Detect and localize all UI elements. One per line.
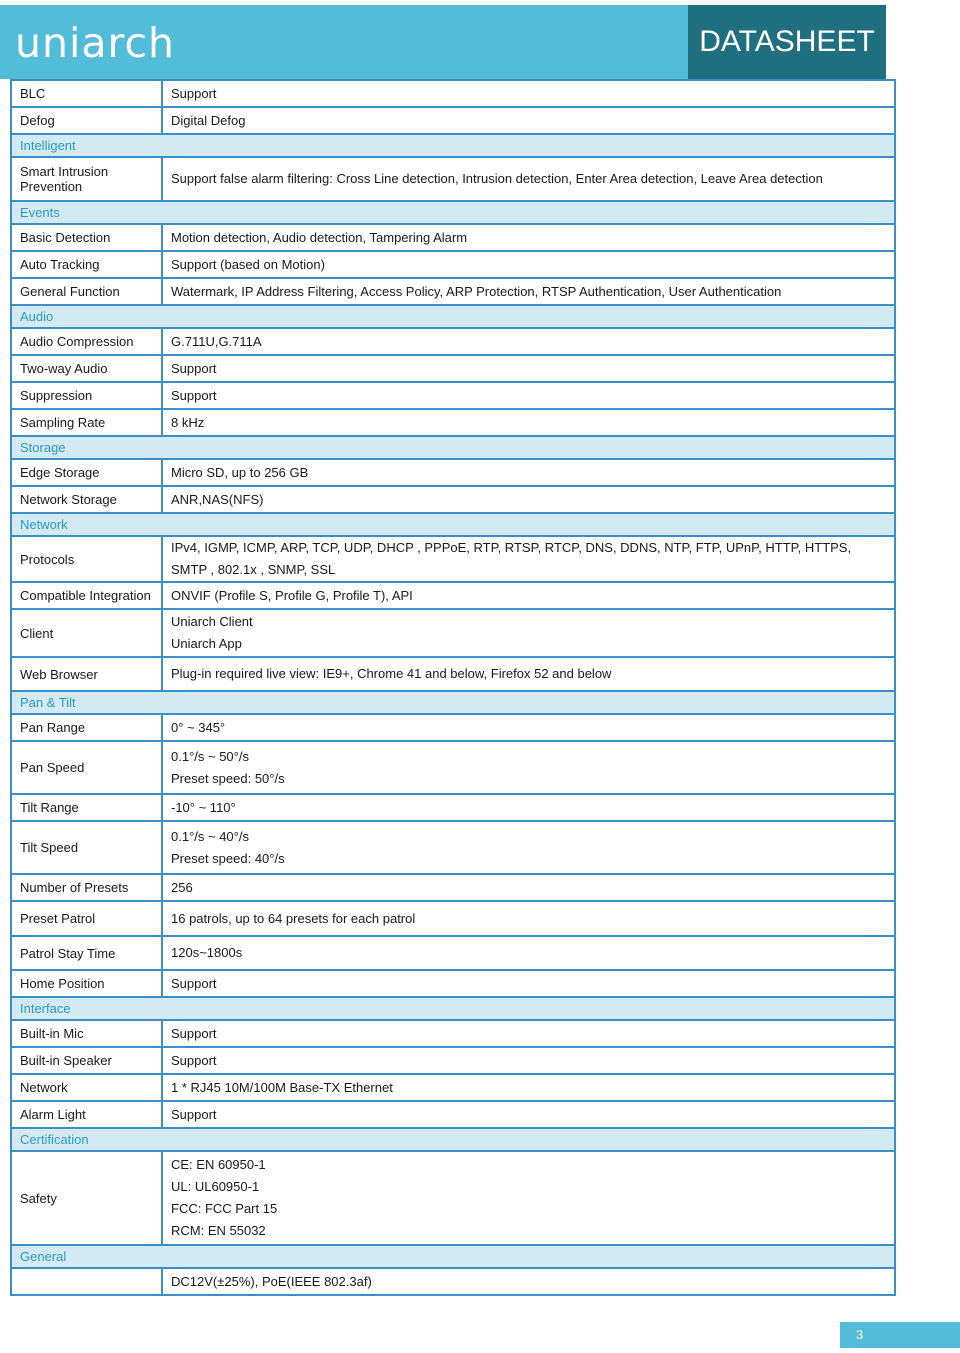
spec-value-line: CE: EN 60950-1 (171, 1157, 266, 1172)
spec-row (11, 355, 895, 382)
spec-value (162, 107, 895, 134)
spec-label: Audio Compression (11, 328, 162, 355)
spec-row (11, 328, 895, 355)
spec-row (11, 936, 895, 970)
spec-value (162, 609, 895, 657)
spec-row (11, 80, 895, 107)
spec-label: Tilt Speed (11, 821, 162, 874)
spec-value (162, 1047, 895, 1074)
spec-value-line: Preset speed: 40°/s (171, 850, 285, 866)
spec-value (162, 1151, 895, 1245)
spec-label: Client (11, 609, 162, 657)
uniarch-logo: uniarch (15, 19, 175, 67)
spec-value-line: RCM: EN 55032 (171, 1223, 266, 1238)
spec-label: Suppression (11, 382, 162, 409)
spec-label: Patrol Stay Time (11, 936, 162, 970)
section-header (11, 436, 895, 459)
section-title: Storage (11, 436, 162, 459)
spec-row (11, 970, 895, 997)
section-title: Intelligent (11, 134, 162, 157)
spec-value (162, 157, 895, 201)
spec-value (162, 459, 895, 486)
spec-value (162, 486, 895, 513)
spec-label: Web Browser (11, 657, 162, 691)
section-filler (162, 134, 895, 157)
spec-value-line: Preset speed: 50°/s (171, 770, 285, 786)
spec-row (11, 1020, 895, 1047)
spec-value (162, 657, 895, 691)
spec-value-line: Support (171, 85, 217, 101)
spec-row (11, 741, 895, 794)
spec-value (162, 355, 895, 382)
spec-value (162, 1101, 895, 1128)
section-title: Certification (11, 1128, 162, 1151)
spec-label (11, 1268, 162, 1295)
spec-value-line: 120s~1800s (171, 945, 243, 960)
spec-row (11, 901, 895, 936)
spec-value (162, 970, 895, 997)
section-filler (162, 691, 895, 714)
spec-value (162, 741, 895, 794)
section-title: General (11, 1245, 162, 1268)
spec-label: General Function (11, 278, 162, 305)
page-number-bar (840, 1322, 960, 1348)
spec-row (11, 714, 895, 741)
spec-row (11, 821, 895, 874)
spec-row (11, 224, 895, 251)
spec-value-line: Motion detection, Audio detection, Tampering Alarm (171, 229, 468, 245)
spec-value (162, 874, 895, 901)
spec-value-line: G.711U,G.711A (171, 333, 262, 349)
spec-value (162, 80, 895, 107)
section-header (11, 305, 895, 328)
spec-value-line: 256 (171, 879, 193, 895)
section-filler (162, 305, 895, 328)
spec-value (162, 224, 895, 251)
spec-value (162, 382, 895, 409)
spec-row (11, 409, 895, 436)
spec-value (162, 901, 895, 936)
section-header (11, 201, 895, 224)
spec-row (11, 251, 895, 278)
spec-value-line: ONVIF (Profile S, Profile G, Profile T), API (171, 587, 413, 603)
spec-value-line: 8 kHz (171, 414, 205, 430)
spec-label: Home Position (11, 970, 162, 997)
spec-row (11, 536, 895, 582)
spec-label: Smart Intrusion Prevention (11, 157, 162, 201)
section-header (11, 1128, 895, 1151)
spec-value (162, 794, 895, 821)
spec-label: Edge Storage (11, 459, 162, 486)
spec-label: Preset Patrol (11, 901, 162, 936)
section-header (11, 134, 895, 157)
spec-value (162, 936, 895, 970)
spec-value-line: Support (171, 360, 217, 376)
spec-value (162, 328, 895, 355)
section-title: Network (11, 513, 162, 536)
spec-row (11, 486, 895, 513)
section-title: Pan & Tilt (11, 691, 162, 714)
spec-value-line: 0.1°/s ~ 40°/s (171, 828, 249, 844)
spec-value-line: 1 * RJ45 10M/100M Base-TX Ethernet (171, 1079, 393, 1095)
spec-value-line: Micro SD, up to 256 GB (171, 464, 309, 480)
spec-row (11, 582, 895, 609)
spec-value (162, 1074, 895, 1101)
spec-value-line: Uniarch Client (171, 614, 253, 629)
spec-value-line: Plug-in required live view: IE9+, Chrome 41 and below, Firefox 52 and below (171, 666, 612, 681)
spec-value-line: Digital Defog (171, 112, 246, 128)
spec-label: Auto Tracking (11, 251, 162, 278)
page-number: 3 (856, 1327, 864, 1342)
spec-value (162, 251, 895, 278)
spec-value (162, 409, 895, 436)
spec-value-line: Support (based on Motion) (171, 256, 325, 272)
spec-value-line: -10° ~ 110° (171, 799, 236, 815)
section-filler (162, 1128, 895, 1151)
spec-row (11, 874, 895, 901)
spec-label: Protocols (11, 536, 162, 582)
section-title: Events (11, 201, 162, 224)
spec-label: Network Storage (11, 486, 162, 513)
spec-row (11, 1268, 895, 1295)
spec-row (11, 1101, 895, 1128)
section-header (11, 1245, 895, 1268)
spec-value-line: 0.1°/s ~ 50°/s (171, 748, 249, 764)
spec-label: Alarm Light (11, 1101, 162, 1128)
spec-value (162, 714, 895, 741)
spec-table (10, 79, 896, 1296)
spec-row (11, 1074, 895, 1101)
spec-value-line: Support (171, 975, 217, 991)
spec-label: Pan Speed (11, 741, 162, 794)
section-header (11, 691, 895, 714)
spec-value-line: Support (171, 1052, 217, 1068)
spec-label: Pan Range (11, 714, 162, 741)
spec-row (11, 157, 895, 201)
section-header (11, 997, 895, 1020)
section-title: Audio (11, 305, 162, 328)
spec-row (11, 794, 895, 821)
datasheet-title: DATASHEET (688, 5, 886, 79)
spec-value-line: Watermark, IP Address Filtering, Access Policy, ARP Protection, RTSP Authentication, User Authentication (171, 283, 782, 299)
spec-row (11, 278, 895, 305)
section-header (11, 513, 895, 536)
section-filler (162, 436, 895, 459)
spec-value (162, 278, 895, 305)
spec-value (162, 1020, 895, 1047)
spec-value-line: Support (171, 1025, 217, 1041)
section-filler (162, 997, 895, 1020)
section-title: Interface (11, 997, 162, 1020)
spec-value (162, 821, 895, 874)
spec-label: Tilt Range (11, 794, 162, 821)
spec-value (162, 582, 895, 609)
spec-label: BLC (11, 80, 162, 107)
spec-value-line: 0° ~ 345° (171, 719, 226, 735)
spec-label: Compatible Integration (11, 582, 162, 609)
spec-label: Sampling Rate (11, 409, 162, 436)
spec-value-line: FCC: FCC Part 15 (171, 1201, 278, 1216)
spec-row (11, 609, 895, 657)
spec-row (11, 657, 895, 691)
spec-label: Two-way Audio (11, 355, 162, 382)
section-filler (162, 513, 895, 536)
spec-value (162, 1268, 895, 1295)
spec-row (11, 1047, 895, 1074)
spec-value-line: Support false alarm filtering: Cross Line detection, Intrusion detection, Enter Area detection, Leave Area detection (171, 171, 823, 186)
spec-label: Basic Detection (11, 224, 162, 251)
spec-value-line: Uniarch App (171, 636, 242, 651)
section-filler (162, 201, 895, 224)
spec-label: Built-in Mic (11, 1020, 162, 1047)
spec-label: Built-in Speaker (11, 1047, 162, 1074)
spec-value-line: UL: UL60950-1 (171, 1179, 260, 1194)
spec-value (162, 536, 895, 582)
spec-value-line: Support (171, 1106, 217, 1122)
spec-label: Network (11, 1074, 162, 1101)
spec-label: Safety (11, 1151, 162, 1245)
spec-row (11, 459, 895, 486)
section-filler (162, 1245, 895, 1268)
spec-value-line: 16 patrols, up to 64 presets for each patrol (171, 910, 416, 926)
spec-value-line: DC12V(±25%), PoE(IEEE 802.3af) (171, 1273, 372, 1289)
spec-label: Defog (11, 107, 162, 134)
spec-value-line: Support (171, 387, 217, 403)
spec-value-line: IPv4, IGMP, ICMP, ARP, TCP, UDP, DHCP , PPPoE, RTP, RTSP, RTCP, DNS, DDNS, NTP, FTP, UPnP, HTTP, HTTPS, SMTP , 802.1x , SNMP, SSL (171, 540, 852, 577)
spec-value-line: ANR,NAS(NFS) (171, 491, 264, 507)
spec-label: Number of Presets (11, 874, 162, 901)
spec-row (11, 1151, 895, 1245)
spec-row (11, 107, 895, 134)
spec-row (11, 382, 895, 409)
